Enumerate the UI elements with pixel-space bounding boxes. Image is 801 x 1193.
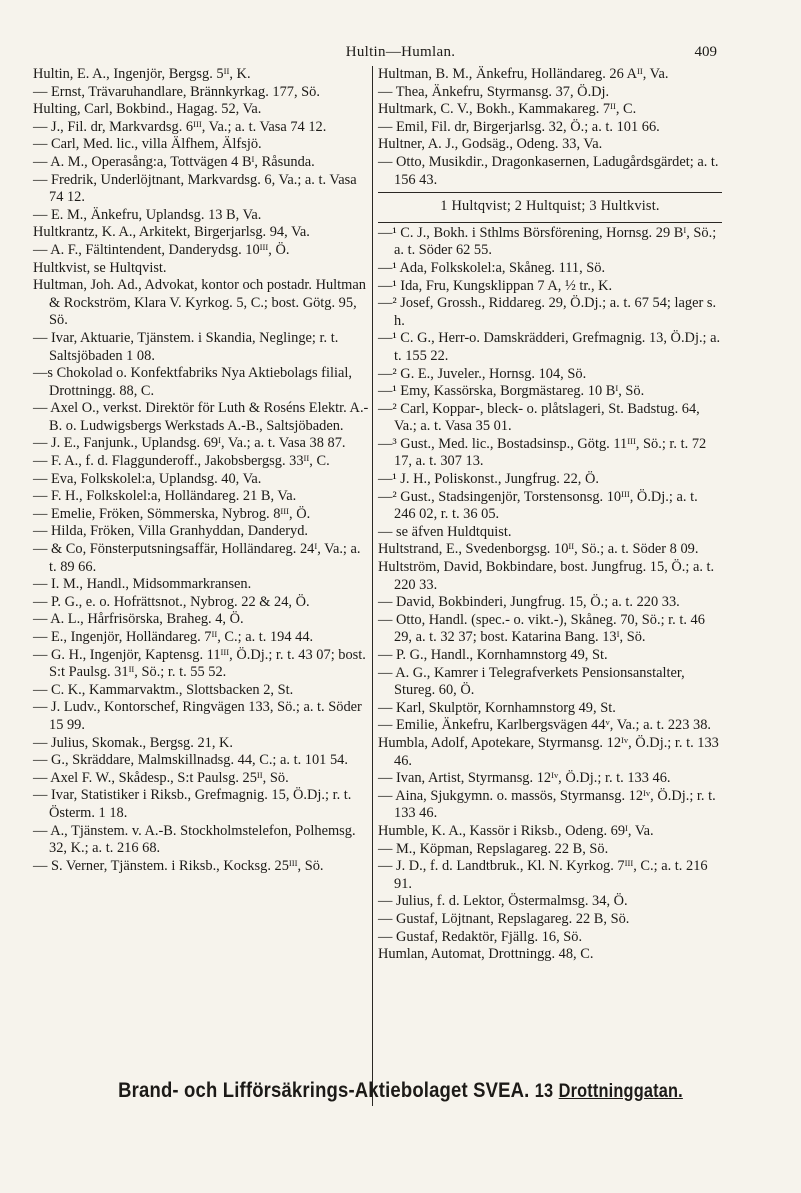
column-divider: [372, 66, 373, 1106]
directory-entry: —¹ Ida, Fru, Kungsklippan 7 A, ½ tr., K.: [378, 277, 613, 294]
directory-entry: — Axel F. W., Skådesp., S:t Paulsg. 25ᴵᴵ, Sö.: [33, 769, 289, 786]
directory-entry: — Julius, f. d. Lektor, Östermalmsg. 34, Ö.: [378, 893, 628, 910]
footer-company: Brand- och Lifförsäkrings-Aktiebolaget SVEA.: [118, 1078, 530, 1102]
right-column-bottom: [378, 225, 722, 964]
directory-entry: Hultkrantz, K. A., Arkitekt, Birgerjarlsg. 94, Va.: [33, 224, 310, 241]
page-number: 409: [694, 44, 717, 60]
directory-entry: — Thea, Änkefru, Styrmansg. 37, Ö.Dj.: [378, 83, 610, 100]
directory-entry: — Axel O., verkst. Direktör för Luth & Roséns Elektr. A.-B. o. Ludwigsbergs Werkstads A.-B., Saltsjöbaden.: [33, 400, 369, 434]
right-column: [378, 66, 722, 964]
directory-entry: Humbla, Adolf, Apotekare, Styrmansg. 12ᴵᵛ, Ö.Dj.; r. t. 133 46.: [378, 734, 723, 769]
page-header: [0, 44, 801, 64]
directory-entry: —² G. E., Juveler., Hornsg. 104, Sö.: [378, 365, 587, 382]
directory-entry: Hultstrand, E., Svedenborgsg. 10ᴵᴵ, Sö.; a. t. Söder 8 09.: [378, 541, 699, 558]
directory-entry: — Carl, Med. lic., villa Älfhem, Älfsjö.: [33, 136, 262, 153]
directory-entry: — P. G., e. o. Hofrättsnot., Nybrog. 22 & 24, Ö.: [33, 593, 310, 610]
directory-entry: — J. E., Fanjunk., Uplandsg. 69ᴵ, Va.; a. t. Vasa 38 87.: [33, 435, 346, 452]
directory-entry: — Gustaf, Löjtnant, Repslagareg. 22 B, Sö.: [378, 910, 630, 927]
directory-entry: — J. Ludv., Kontorschef, Ringvägen 133, Sö.; a. t. Söder 15 99.: [33, 699, 366, 733]
directory-entry: — G. H., Ingenjör, Kaptensg. 11ᴵᴵᴵ, Ö.Dj.; r. t. 43 07; bost. S:t Paulsg. 31ᴵᴵ, Sö.; r. t. 55 52.: [33, 646, 370, 681]
directory-entry: —² Gust., Stadsingenjör, Torstensonsg. 10ᴵᴵᴵ, Ö.Dj.; a. t. 246 02, r. t. 36 05.: [378, 488, 702, 523]
directory-entry: — P. G., Handl., Kornhamnstorg 49, St.: [378, 647, 608, 663]
directory-entry: Hultmark, C. V., Bokh., Kammakareg. 7ᴵᴵ, C.: [378, 101, 637, 118]
directory-entry: Hultner, A. J., Godsäg., Odeng. 33, Va.: [378, 136, 603, 153]
directory-entry: — A. M., Operasång:a, Tottvägen 4 Bᴵ, Råsunda.: [33, 153, 315, 170]
directory-entry: — Emilie, Änkefru, Karlbergsvägen 44ᵛ, Va.; a. t. 223 38.: [378, 717, 712, 734]
directory-entry: — David, Bokbinderi, Jungfrug. 15, Ö.; a. t. 220 33.: [378, 594, 680, 611]
directory-entry: — S. Verner, Tjänstem. i Riksb., Kocksg. 25ᴵᴵᴵ, Sö.: [33, 857, 324, 874]
directory-entry: — J. D., f. d. Landtbruk., Kl. N. Kyrkog. 7ᴵᴵᴵ, C.; a. t. 216 91.: [378, 858, 712, 892]
footer-number: 13: [534, 1081, 554, 1102]
directory-entry: — A. L., Hårfrisörska, Braheg. 4, Ö.: [33, 611, 244, 628]
directory-entry: — A. F., Fältintendent, Danderydsg. 10ᴵᴵᴵ, Ö.: [33, 241, 290, 258]
directory-entry: Hultin, E. A., Ingenjör, Bergsg. 5ᴵᴵ, K.: [33, 66, 251, 82]
directory-entry: — Ivar, Aktuarie, Tjänstem. i Skandia, Neglinge; r. t. Saltsjöbaden 1 08.: [33, 329, 342, 364]
right-column-top: [378, 66, 722, 189]
directory-entry: — Julius, Skomak., Bergsg. 21, K.: [33, 734, 234, 751]
directory-entry: — se äfven Huldtquist.: [378, 523, 512, 540]
directory-entry: — Ivar, Statistiker i Riksb., Grefmagnig. 15, Ö.Dj.; r. t. Österm. 1 18.: [33, 787, 355, 821]
directory-entry: —² Josef, Grossh., Riddareg. 29, Ö.Dj.; a. t. 67 54; lager s. h.: [378, 295, 720, 329]
directory-entry: — Otto, Handl. (spec.- o. vikt.-), Skåneg. 70, Sö.; r. t. 46 29, a. t. 32 37; bost. Katarina Bang. 13ᴵ, Sö.: [378, 611, 709, 646]
directory-entry: — Fredrik, Underlöjtnant, Markvardsg. 6, Va.; a. t. Vasa 74 12.: [33, 171, 361, 206]
directory-entry: Hultkvist, se Hultqvist.: [33, 259, 167, 276]
directory-entry: — Eva, Folkskolel:a, Uplandsg. 40, Va.: [33, 470, 262, 487]
directory-entry: — E. M., Änkefru, Uplandsg. 13 B, Va.: [33, 206, 262, 223]
directory-entry: —¹ C. J., Bokh. i Sthlms Börsförening, Hornsg. 29 Bᴵ, Sö.; a. t. Söder 62 55.: [378, 224, 720, 259]
section-rule-top: [378, 192, 722, 193]
directory-entry: Humble, K. A., Kassör i Riksb., Odeng. 69ᴵ, Va.: [378, 822, 654, 839]
directory-entry: — F. A., f. d. Flaggunderoff., Jakobsbergsg. 33ᴵᴵ, C.: [33, 453, 330, 470]
variant-spelling-heading: 1 Hultqvist; 2 Hultquist; 3 Hultkvist.: [440, 198, 660, 215]
directory-entry: Hultman, Joh. Ad., Advokat, kontor och postadr. Hultman & Rockström, Klara V. Kyrkog. 5, C.; bost. Götg. 95, Sö.: [33, 277, 370, 329]
directory-entry: —² Carl, Koppar-, bleck- o. plåtslageri, St. Badstug. 64, Va.; a. t. Vasa 35 01.: [378, 400, 704, 435]
running-head: Hultin—Humlan.: [345, 44, 456, 60]
directory-entry: — A. G., Kamrer i Telegrafverkets Pensionsanstalter, Stureg. 60, Ö.: [378, 664, 689, 699]
directory-entry: — Emil, Fil. dr, Birgerjarlsg. 32, Ö.; a. t. 101 66.: [378, 118, 660, 135]
directory-entry: — Aina, Sjukgymn. o. massös, Styrmansg. 12ᴵᵛ, Ö.Dj.; r. t. 133 46.: [378, 787, 720, 822]
directory-entry: Hultström, David, Bokbindare, bost. Jungfrug. 15, Ö.; a. t. 220 33.: [378, 559, 718, 593]
directory-entry: —³ Gust., Med. lic., Bostadsinsp., Götg. 11ᴵᴵᴵ, Sö.; r. t. 72 17, a. t. 307 13.: [378, 435, 710, 470]
directory-entry: — E., Ingenjör, Holländareg. 7ᴵᴵ, C.; a. t. 194 44.: [33, 629, 314, 645]
directory-entry: — Hilda, Fröken, Villa Granhyddan, Danderyd.: [33, 523, 309, 540]
advertisement-footer: [56, 1078, 745, 1103]
directory-entry: — Karl, Skulptör, Kornhamnstorg 49, St.: [378, 699, 616, 716]
directory-entry: — & Co, Fönsterputsningsaffär, Holländareg. 24ᴵ, Va.; a. t. 89 66.: [33, 541, 365, 575]
directory-entry: — Otto, Musikdir., Dragonkasernen, Ladugårdsgärdet; a. t. 156 43.: [378, 153, 723, 188]
directory-entry: — C. K., Kammarvaktm., Slottsbacken 2, St.: [33, 681, 294, 698]
directory-entry: — A., Tjänstem. v. A.-B. Stockholmstelefon, Polhemsg. 32, K.; a. t. 216 68.: [33, 822, 360, 857]
directory-entry: — Ernst, Trävaruhandlare, Brännkyrkag. 177, Sö.: [33, 83, 320, 100]
directory-entry: —¹ J. H., Poliskonst., Jungfrug. 22, Ö.: [378, 471, 599, 488]
directory-entry: Hulting, Carl, Bokbind., Hagag. 52, Va.: [33, 101, 262, 118]
left-column: [33, 66, 369, 875]
footer-street: Drottninggatan.: [558, 1081, 683, 1102]
directory-entry: — G., Skräddare, Malmskillnadsg. 44, C.; a. t. 101 54.: [33, 752, 348, 769]
directory-entry: — Ivan, Artist, Styrmansg. 12ᴵᵛ, Ö.Dj.; r. t. 133 46.: [378, 770, 671, 787]
directory-entry: —s Chokolad o. Konfektfabriks Nya Aktiebolags filial, Drottningg. 88, C.: [33, 365, 356, 399]
directory-entry: — J., Fil. dr, Markvardsg. 6ᴵᴵᴵ, Va.; a. t. Vasa 74 12.: [33, 118, 327, 135]
directory-entry: —¹ C. G., Herr-o. Damskrädderi, Grefmagnig. 13, Ö.Dj.; a. t. 155 22.: [378, 330, 724, 364]
directory-entry: — I. M., Handl., Midsommarkransen.: [33, 576, 252, 593]
directory-entry: — M., Köpman, Repslagareg. 22 B, Sö.: [378, 840, 609, 857]
directory-entry: Humlan, Automat, Drottningg. 48, C.: [378, 946, 594, 963]
directory-entry: — F. H., Folkskolel:a, Holländareg. 21 B, Va.: [33, 488, 297, 505]
directory-entry: —¹ Emy, Kassörska, Borgmästareg. 10 Bᴵ, Sö.: [378, 383, 645, 400]
section-rule-bottom: [378, 222, 722, 223]
directory-entry: — Emelie, Fröken, Sömmerska, Nybrog. 8ᴵᴵᴵ, Ö.: [33, 505, 311, 522]
directory-entry: Hultman, B. M., Änkefru, Holländareg. 26 Aᴵᴵ, Va.: [378, 66, 669, 82]
directory-entry: — Gustaf, Redaktör, Fjällg. 16, Sö.: [378, 928, 583, 945]
directory-entry: —¹ Ada, Folkskolel:a, Skåneg. 111, Sö.: [378, 259, 606, 276]
